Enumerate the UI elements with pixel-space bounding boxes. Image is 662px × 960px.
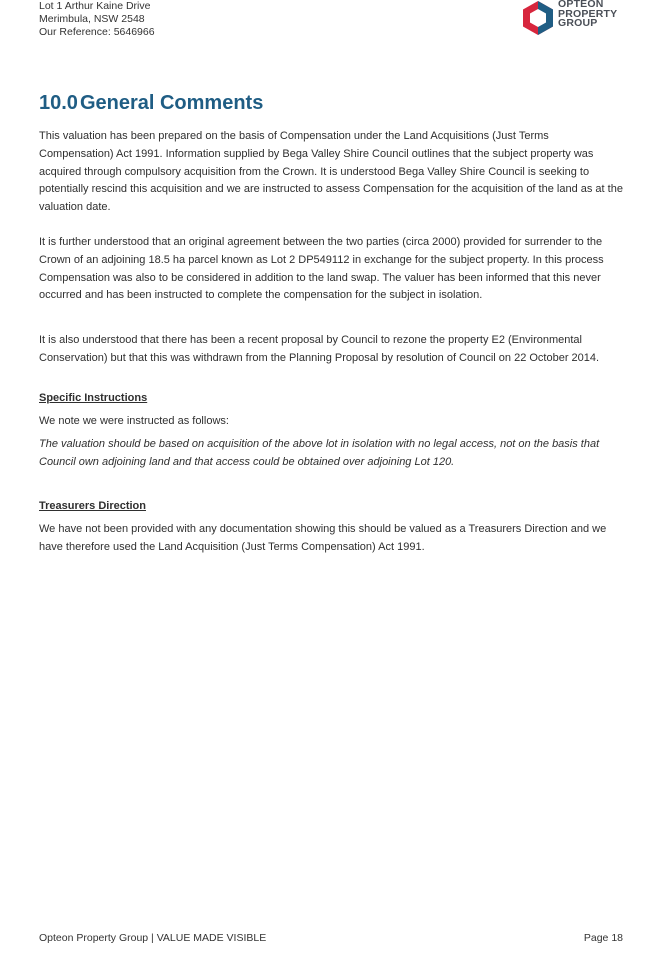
section-title: General Comments <box>79 92 264 114</box>
address-line-2: Merimbula, NSW 2548 <box>39 13 145 25</box>
address-line-1: Lot 1 Arthur Kaine Drive <box>39 0 151 12</box>
logo-line-2: PROPERTY <box>558 7 618 20</box>
paragraph-instructed-note: We note we were instructed as follows: <box>39 415 229 427</box>
section-heading <box>39 92 263 115</box>
logo-line-3: GROUP <box>558 17 598 29</box>
paragraph-compensation-basis: This valuation has been prepared on the basis of Compensation under the Land Acquisitions (Just Terms Compensation) Act 1991. Information supplied by Bega Valley Shire Council outlines that the subject property was acquired through compulsory acquisition from the Crown. It is understood Bega Valley Shire Council is seeking to potentially rescind this acquisition and we are instructed to assess Compensation for the acquisition of the land as at the valuation date. <box>39 130 623 214</box>
specific-instructions-heading: Specific Instructions <box>39 392 148 404</box>
footer-brand: Opteon Property Group | VALUE MADE VISIBLE <box>39 932 267 944</box>
page-number: Page 18 <box>583 932 623 944</box>
logo-wordmark <box>558 0 617 29</box>
paragraph-instruction-quote: The valuation should be based on acquisition of the above lot in isolation with no legal access, not on the basis that Council own adjoining land and that access could be obtained over adjoining Lot 120. <box>39 438 600 468</box>
reference-line: Our Reference: 5646966 <box>39 26 155 38</box>
treasurers-direction-heading: Treasurers Direction <box>39 500 146 512</box>
header-address <box>39 0 155 39</box>
section-number: 10.0 <box>39 92 78 114</box>
paragraph-rezone-proposal: It is also understood that there has been a recent proposal by Council to rezone the property E2 (Environmental Conservation) but that this was withdrawn from the Planning Proposal by resolution of Council on 22 October 2014. <box>39 334 600 364</box>
paragraph-treasurers-direction: We have not been provided with any documentation showing this should be valued as a Treasurers Direction and we have therefore used the Land Acquisition (Just Terms Compensation) Act 1991. <box>39 523 607 553</box>
opteon-hexagon-icon <box>520 0 556 36</box>
logo-line-1: OPTEON <box>558 0 604 10</box>
opteon-logo <box>520 0 630 36</box>
paragraph-original-agreement: It is further understood that an original agreement between the two parties (circa 2000) provided for surrender to the Crown of an adjoining 18.5 ha parcel known as Lot 2 DP549112 in exchange for the subject property. In this process Compensation was also to be considered in addition to the land swap. The valuer has been informed that this never occurred and has been instructed to complete the compensation for the subject in isolation. <box>39 236 604 302</box>
